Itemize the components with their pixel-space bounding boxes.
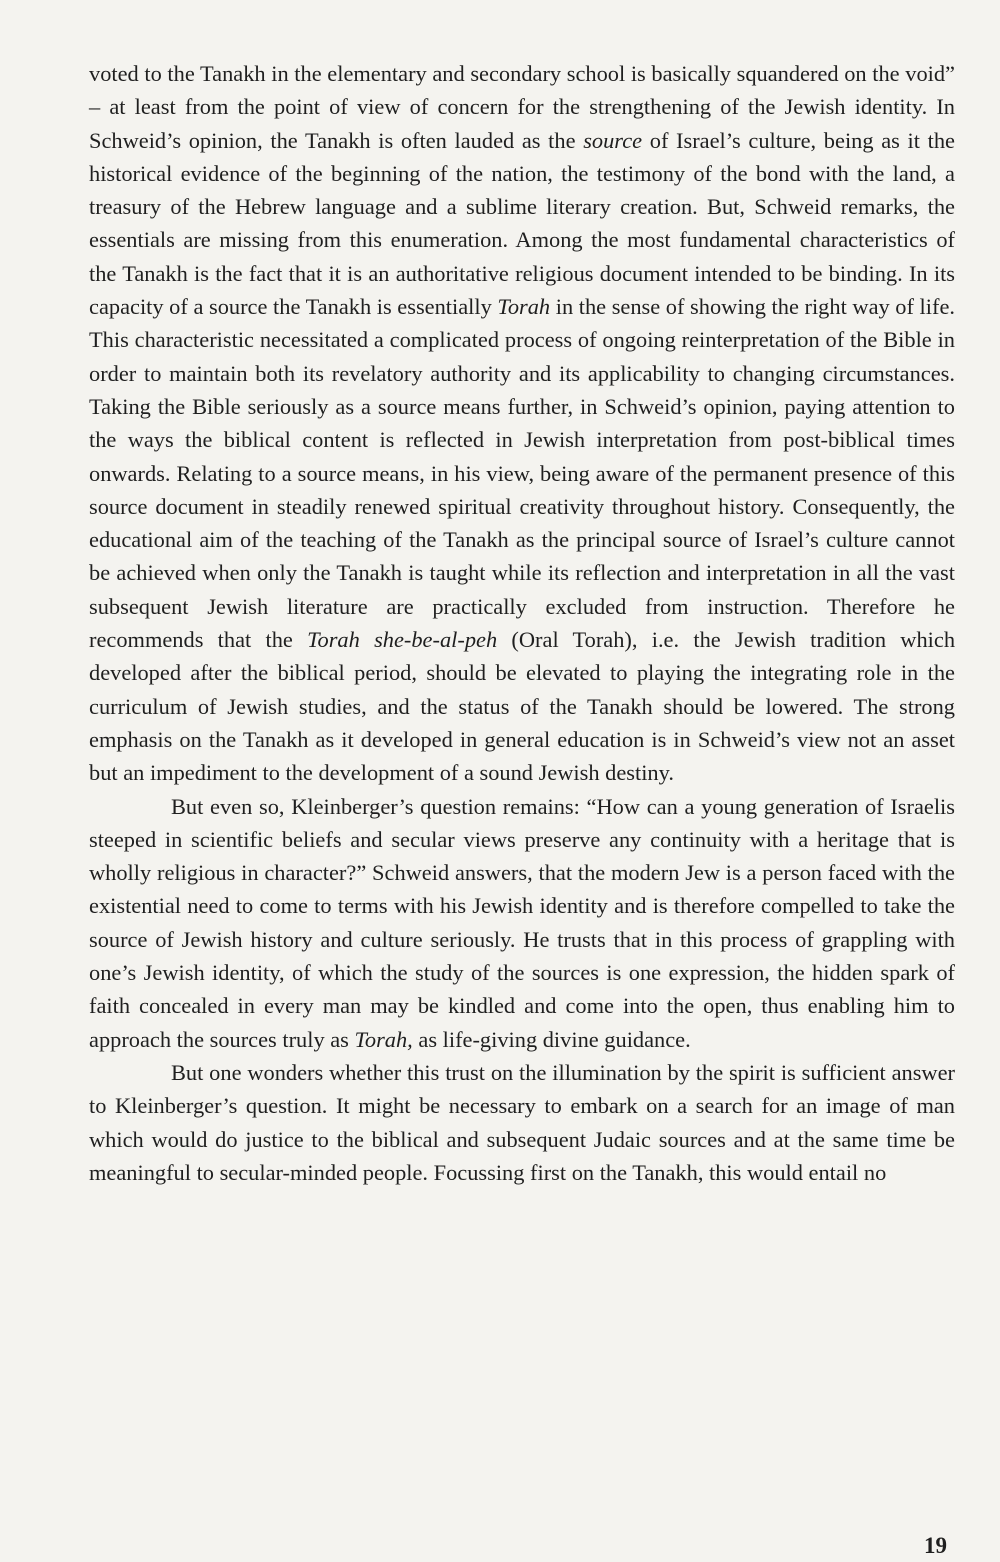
text-run: But even so, Kleinberger’s question remains: “How can a young generation of Israelis steeped in scientific beliefs and secular views preserve any continuity with a heritage that is wholly religious in character?” Schweid answers, that the modern Jew is a person faced with the existential need to come to terms with his Jewish identity and is therefore compelled to take the source of Jewish history and culture seriously. He trusts that in this process of grappling with one’s Jewish identity, of which the study of the sources is one expression, the hidden spark of faith concealed in every man may be kindled and come into the open, thus enabling him to approach the sources truly as	[89, 793, 955, 1052]
paragraph-2	[89, 790, 955, 1056]
text-run: as life-giving divine guidance.	[412, 1026, 691, 1052]
text-run: in the sense of showing the right way of life. This characteristic necessitated a complicated process of ongoing reinterpretation of the Bible in order to maintain both its revelatory authority and its applicability to changing circumstances. Taking the Bible seriously as a source means further, in Schweid’s opinion, paying attention to the ways the biblical content is reflected in Jewish interpretation from post-biblical times onwards. Relating to a source means, in his view, being aware of the permanent presence of this source document in steadily renewed spiritual creativity throughout history. Consequently, the educational aim of the teaching of the Tanakh as the principal source of Israel’s culture cannot be achieved when only the Tanakh is taught while its reflection and interpretation in all the vast subsequent Jewish literature are practically excluded from instruction. Therefore he recommends that the	[89, 294, 955, 653]
page-number: 19	[924, 1533, 947, 1558]
text-run: But one wonders whether this trust on the illumination by the spirit is sufficient answer to Kleinberger’s question. It might be necessary to embark on a search for an image of man which would do justice to the biblical and subsequent Judaic sources and at the same time be meaningful to secular-minded people. Focussing first on the Tanakh, this would entail no	[89, 1059, 955, 1185]
italic-term: Torah,	[354, 1026, 413, 1052]
paragraph-3	[89, 1056, 955, 1189]
text-run: of Israel’s culture, being as it the historical evidence of the beginning of the nation, the testimony of the bond with the land, a treasury of the Hebrew language and a sublime literary creation. But, Schweid remarks, the essentials are missing from this enumeration. Among the most fundamental characteristics of the Tanakh is the fact that it is an authoritative religious document intended to be binding. In its capacity of a source the Tanakh is essentially	[89, 127, 955, 320]
page-body	[89, 57, 955, 1189]
italic-term: Torah	[497, 294, 551, 320]
paragraph-1	[89, 57, 955, 790]
text-run: (Oral Torah), i.e. the Jewish tradition which developed after the biblical period, should be elevated to playing the integrating role in the curriculum of Jewish studies, and the status of the Tanakh should be lowered. The strong emphasis on the Tanakh as it developed in general education is in Schweid’s view not an asset but an impediment to the development of a sound Jewish destiny.	[89, 627, 956, 786]
italic-term: Torah she-be-al-peh	[307, 627, 498, 653]
text-run: voted to the Tanakh in the elementary and secondary school is basically squandered on the void” – at least from the point of view of concern for the strengthening of the Jewish identity. In Schweid’s opinion, the Tanakh is often lauded as the	[89, 61, 955, 153]
italic-term: source	[583, 127, 643, 153]
